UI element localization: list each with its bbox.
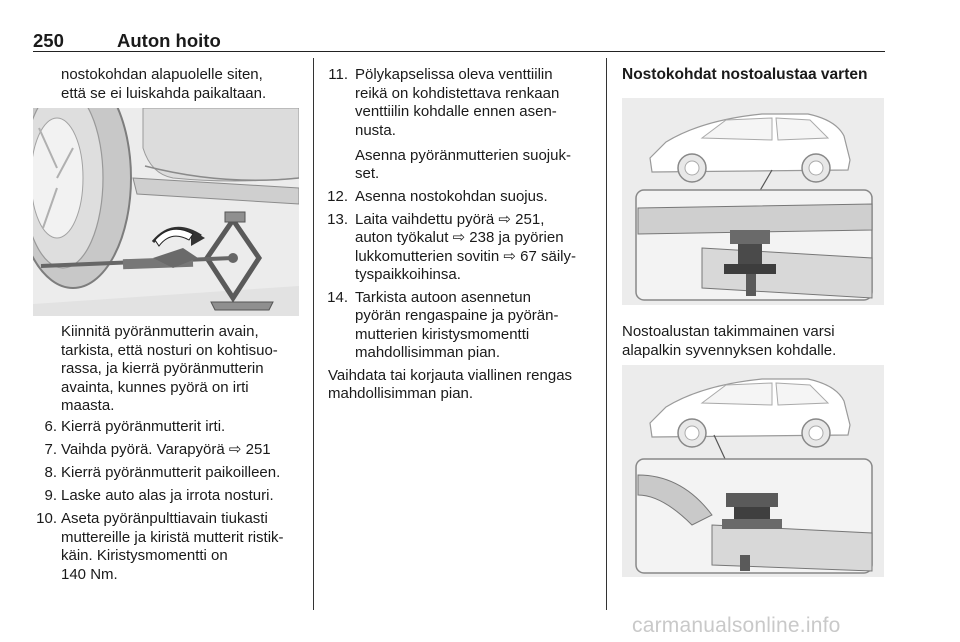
step-text: auton työkalut ⇨ 238 ja pyörien	[355, 229, 564, 246]
step-number: 8.	[44, 464, 57, 481]
column-divider	[606, 58, 607, 610]
step-text: Laita vaihdettu pyörä ⇨ 251,	[355, 211, 545, 228]
caption-line: avainta, kunnes pyörä on irti	[61, 379, 249, 396]
step-text: Asenna pyöränmutterien suojuk-	[355, 147, 571, 164]
intro-line: nostokohdan alapuolelle siten,	[61, 66, 263, 83]
step-number: 14.	[327, 289, 348, 306]
caption-line: alapalkin syvennyksen kohdalle.	[622, 342, 837, 359]
step-text: Laske auto alas ja irrota nosturi.	[61, 487, 274, 504]
step-number: 10.	[36, 510, 57, 527]
lift-point-illustration-top	[622, 98, 884, 305]
step-text: reikä on kohdistettava renkaan	[355, 85, 560, 102]
note-text: Vaihdata tai korjauta viallinen rengas	[328, 367, 573, 384]
lift-drawing-2	[622, 365, 884, 577]
intro-line: että se ei luiskahda paikaltaan.	[61, 85, 267, 102]
step-text: Aseta pyöränpulttiavain tiukasti	[61, 510, 268, 527]
step-text: Kierrä pyöränmutterit paikoilleen.	[61, 464, 281, 481]
page-header	[33, 30, 885, 52]
caption-line: maasta.	[61, 397, 115, 414]
step-text: Tarkista autoon asennetun	[355, 289, 531, 306]
step-text: nusta.	[355, 122, 396, 139]
step-text: Kierrä pyöränmutterit irti.	[61, 418, 226, 435]
section-heading: Nostokohdat nostoalustaa varten	[622, 66, 868, 83]
step-text: set.	[355, 165, 380, 182]
step-text: käin. Kiristysmomentti on	[61, 547, 228, 564]
step-text: tyspaikkoihinsa.	[355, 266, 461, 283]
step-text: pyörän rengaspaine ja pyörän-	[355, 307, 559, 324]
lift-point-illustration-bottom	[622, 365, 884, 577]
step-text: Asenna nostokohdan suojus.	[355, 188, 548, 205]
caption-line: Kiinnitä pyöränmutterin avain,	[61, 323, 259, 340]
step-number: 13.	[327, 211, 348, 228]
jack-drawing	[33, 108, 299, 316]
step-number: 7.	[44, 441, 57, 458]
caption-line: tarkista, että nosturi on kohtisuo-	[61, 342, 278, 359]
caption-line: Nostoalustan takimmainen varsi	[622, 323, 835, 340]
chapter-title: Auton hoito	[117, 30, 221, 51]
step-text: mutterien kiristysmomentti	[355, 326, 530, 343]
step-number: 6.	[44, 418, 57, 435]
step-text: muttereille ja kiristä mutterit ristik-	[61, 529, 284, 546]
step-number: 12.	[327, 188, 348, 205]
step-text: 140 Nm.	[61, 566, 118, 583]
watermark: carmanualsonline.info	[632, 614, 841, 637]
step-text: Pölykapselissa oleva venttiilin	[355, 66, 553, 83]
step-number: 11.	[328, 66, 348, 83]
step-text: venttiilin kohdalle ennen asen-	[355, 103, 557, 120]
step-text: lukkomutterien sovitin ⇨ 67 säily-	[355, 248, 576, 265]
page-number: 250	[33, 30, 64, 51]
column-divider	[313, 58, 314, 610]
step-text: Vaihda pyörä. Varapyörä ⇨ 251	[61, 441, 271, 458]
caption-line: rassa, ja kierrä pyöränmutterin	[61, 360, 264, 377]
jack-illustration	[33, 108, 299, 316]
lift-drawing-1	[622, 98, 884, 305]
step-text: mahdollisimman pian.	[355, 344, 501, 361]
note-text: mahdollisimman pian.	[328, 385, 474, 402]
step-number: 9.	[44, 487, 57, 504]
